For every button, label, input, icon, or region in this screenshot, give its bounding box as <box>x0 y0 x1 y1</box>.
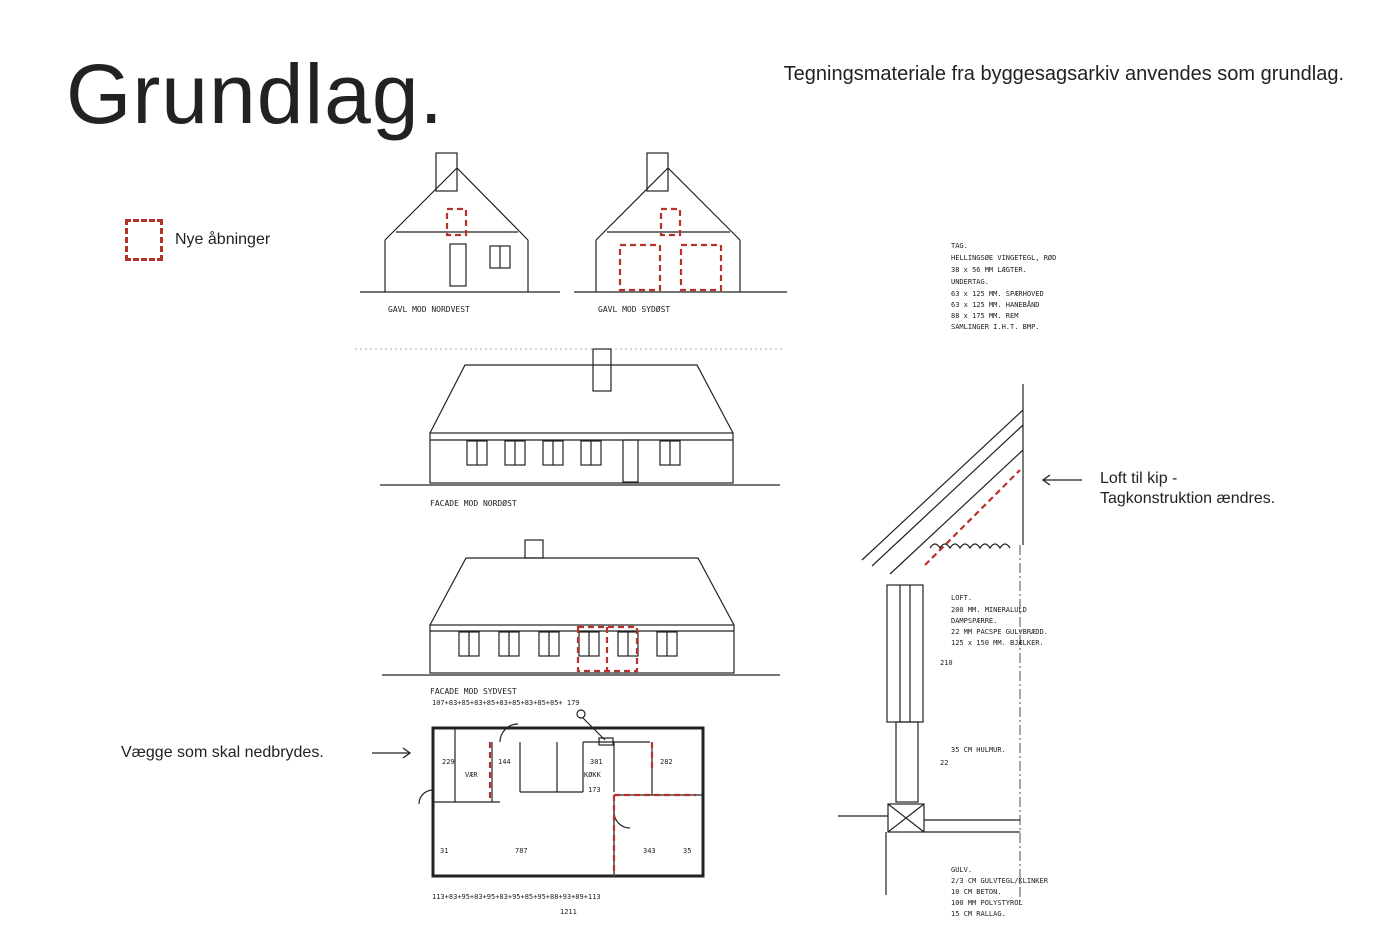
room-label-229: 229 <box>442 758 455 766</box>
roof-spec-line-5: 63 x 125 MM. SPÆRHOVED <box>951 290 1044 298</box>
page-subtitle: Tegningsmateriale fra byggesagsarkiv anvendes som grundlag. <box>783 63 1344 85</box>
section-dim-22: 22 <box>940 759 949 767</box>
room-label-787: 787 <box>515 847 528 855</box>
facade-sw-caption: FACADE MOD SYDVEST <box>430 687 517 696</box>
floor-spec-line-3: 10 CM BETON. <box>951 888 1002 896</box>
section-dim-210: 210 <box>940 659 953 667</box>
floor-spec-line-1: GULV. <box>951 866 973 874</box>
facade-ne-caption: FACADE MOD NORDØST <box>430 499 517 508</box>
roof-spec-line-1: TAG. <box>951 242 968 250</box>
roof-spec-line-7: 88 x 175 MM. REM <box>951 312 1019 320</box>
walls-arrow <box>372 748 410 758</box>
loft-annotation-line1: Loft til kip - <box>1100 470 1178 487</box>
room-label-301: 301 <box>590 758 603 766</box>
room-label-35: 35 <box>683 847 692 855</box>
room-label-343: 343 <box>643 847 656 855</box>
floor-spec-line-5: 15 CM RALLAG. <box>951 910 1006 918</box>
roof-section-detail <box>838 242 1056 918</box>
roof-spec-line-4: UNDERTAG. <box>951 278 989 286</box>
room-label-173: 173 <box>588 786 601 794</box>
page-title: Grundlag. <box>66 47 444 141</box>
gable-elevation-se <box>574 153 787 314</box>
room-label-31: 31 <box>440 847 449 855</box>
loft-spec-line-2: 200 MM. MINERALULD <box>951 606 1027 614</box>
gable-nw-caption: GAVL MOD NORDVEST <box>388 305 470 314</box>
loft-spec-line-3: DAMPSPÆRRE. <box>951 617 998 625</box>
loft-spec-line-5: 125 x 150 MM. BJÆLKER. <box>951 639 1044 647</box>
facade-elevation-sw <box>382 540 780 696</box>
plan-bottom-dimensions: 113+83+95+83+95+83+95+85+95+88+93+89+113 <box>432 893 601 901</box>
roof-spec-line-6: 63 x 125 MM. HANEBÅND <box>951 301 1040 309</box>
gable-elevation-nw <box>360 153 560 314</box>
roof-spec-line-8: SAMLINGER I.H.T. BMP. <box>951 323 1040 331</box>
loft-spec-line-1: LOFT. <box>951 594 973 602</box>
walls-annotation: Vægge som skal nedbrydes. <box>121 744 324 761</box>
floor-spec-line-4: 100 MM POLYSTYROL <box>951 899 1023 907</box>
gable-se-caption: GAVL MOD SYDØST <box>598 305 671 314</box>
floor-spec-line-2: 2/3 CM GULVTEGL/KLINKER <box>951 877 1048 885</box>
wall-spec: 35 CM HULMUR. <box>951 746 1006 754</box>
loft-spec-line-4: 22 MM PACSPE GULVBRÆDD. <box>951 628 1048 636</box>
room-label-vaer: VÆR <box>465 771 478 779</box>
room-label-282: 282 <box>660 758 673 766</box>
plan-top-dimensions: 107+83+85+83+85+83+85+83+85+85+ 179 <box>432 699 580 707</box>
facade-elevation-ne <box>355 349 785 508</box>
plan-total-dimension: 1211 <box>560 908 577 916</box>
floor-plan <box>419 699 703 916</box>
roof-spec-line-3: 38 x 56 MM LÆGTER. <box>951 266 1027 274</box>
loft-arrow <box>1043 475 1082 485</box>
room-label-kokk: KØKK <box>584 771 601 779</box>
roof-spec-line-2: HELLINGSØE VINGETEGL, RØD <box>951 254 1057 262</box>
legend-label: Nye åbninger <box>175 231 271 248</box>
room-label-144: 144 <box>498 758 511 766</box>
loft-annotation-line2: Tagkonstruktion ændres. <box>1100 490 1276 507</box>
